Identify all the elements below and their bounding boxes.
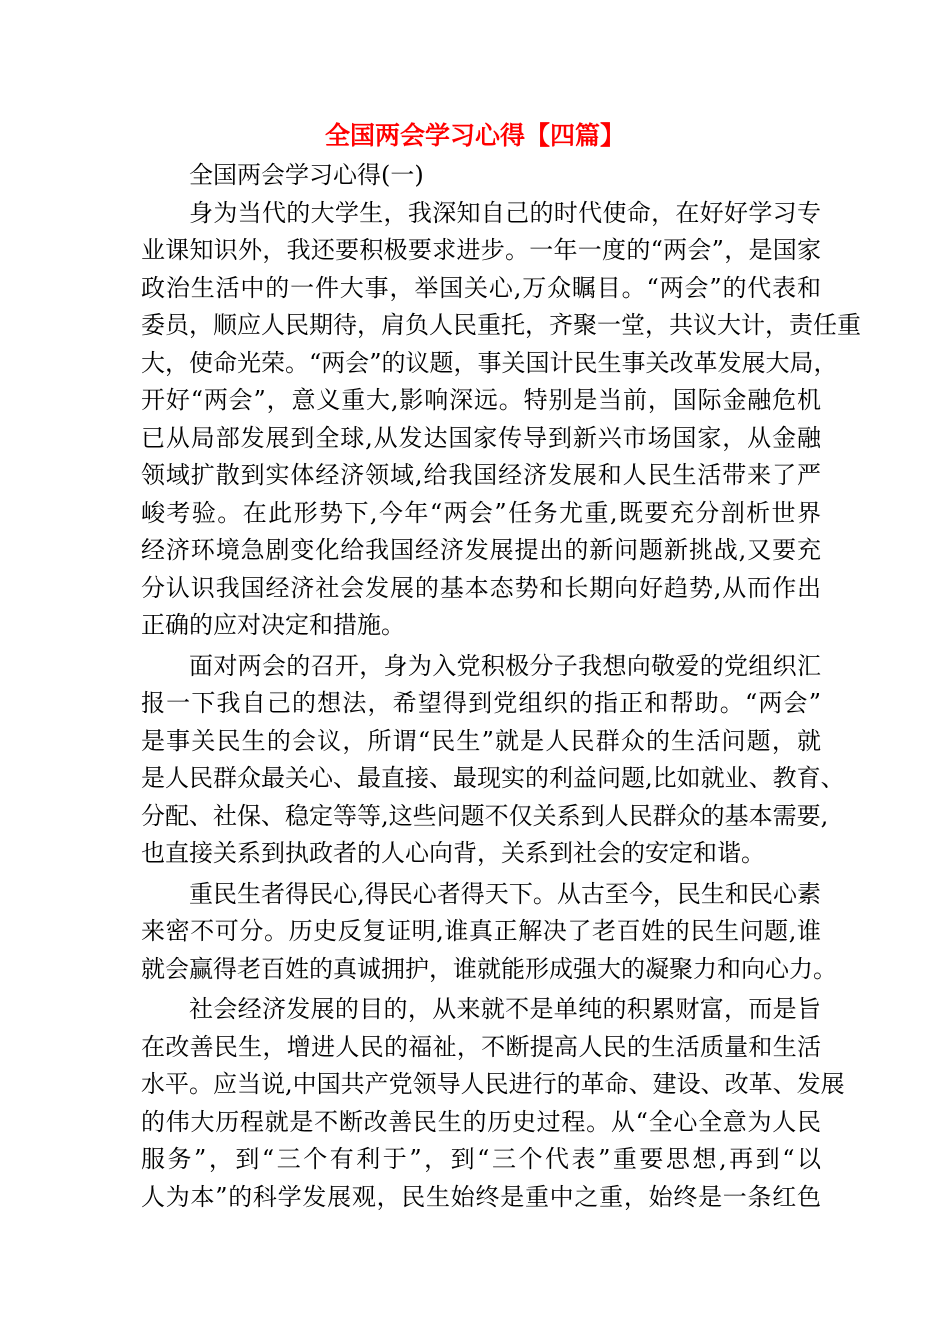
paragraph-line: 分认识我国经济社会发展的基本态势和长期向好趋势,从而作出 <box>141 573 821 602</box>
paragraph-line: 服务”，到“三个有利于”，到“三个代表”重要思想,再到“以 <box>141 1145 821 1173</box>
document-body <box>141 157 861 1216</box>
paragraph-line: 开好“两会”，意义重大,影响深远。特别是当前，国际金融危机 <box>141 386 821 414</box>
paragraph-line: 领域扩散到实体经济领域,给我国经济发展和人民生活带来了严 <box>141 461 821 489</box>
paragraph-line: 在改善民生，增进人民的福祉，不断提高人民的生活质量和生活 <box>141 1032 821 1061</box>
paragraph-line: 来密不可分。历史反复证明,谁真正解决了老百姓的民生问题,谁 <box>141 917 821 945</box>
paragraph-line: 人为本”的科学发展观，民生始终是重中之重，始终是一条红色 <box>141 1182 821 1211</box>
paragraph-line: 身为当代的大学生，我深知自己的时代使命，在好好学习专 <box>189 198 821 227</box>
paragraph-line: 就会赢得老百姓的真诚拥护，谁就能形成强大的凝聚力和向心力。 <box>141 954 837 983</box>
paragraph-line: 正确的应对决定和措施。 <box>141 611 405 639</box>
paragraph-line: 的伟大历程就是不断改善民生的历史过程。从“全心全意为人民 <box>141 1107 821 1136</box>
paragraph-line: 水平。应当说,中国共产党领导人民进行的革命、建设、改革、发展 <box>141 1070 845 1098</box>
paragraph-line: 委员，顺应人民期待，肩负人民重托，齐聚一堂，共议大计，责任重 <box>141 311 861 339</box>
paragraph-line: 是事关民生的会议，所谓“民生”就是人民群众的生活问题，就 <box>141 726 821 755</box>
paragraph-line: 业课知识外，我还要积极要求进步。一年一度的“两会”，是国家 <box>141 236 821 264</box>
paragraph-line: 经济环境急剧变化给我国经济发展提出的新问题新挑战,又要充 <box>141 536 821 564</box>
paragraph-line: 也直接关系到执政者的人心向背，关系到社会的安定和谐。 <box>141 839 765 867</box>
paragraph-line: 政治生活中的一件大事，举国关心,万众瞩目。“两会”的代表和 <box>141 273 821 302</box>
paragraph-line: 重民生者得民心,得民心者得天下。从古至今，民生和民心素 <box>189 879 821 908</box>
document-title: 全国两会学习心得【四篇】 <box>324 121 625 150</box>
paragraph-line: 大，使命光荣。“两会”的议题，事关国计民生事关改革发展大局， <box>141 348 838 377</box>
paragraph-line: 社会经济发展的目的，从来就不是单纯的积累财富，而是旨 <box>189 995 821 1023</box>
paragraph-line: 分配、社保、稳定等等,这些问题不仅关系到人民群众的基本需要, <box>141 801 829 830</box>
paragraph-line: 报一下我自己的想法，希望得到党组织的指正和帮助。“两会” <box>141 689 821 717</box>
paragraph-line: 峻考验。在此形势下,今年“两会”任务尤重,既要充分剖析世界 <box>141 498 821 527</box>
paragraph-line: 是人民群众最关心、最直接、最现实的利益问题,比如就业、教育、 <box>141 764 845 792</box>
paragraph-line: 已从局部发展到全球,从发达国家传导到新兴市场国家，从金融 <box>141 423 821 452</box>
paragraph-line: 面对两会的召开，身为入党积极分子我想向敬爱的党组织汇 <box>189 651 821 680</box>
section-heading: 全国两会学习心得(一) <box>189 161 424 189</box>
